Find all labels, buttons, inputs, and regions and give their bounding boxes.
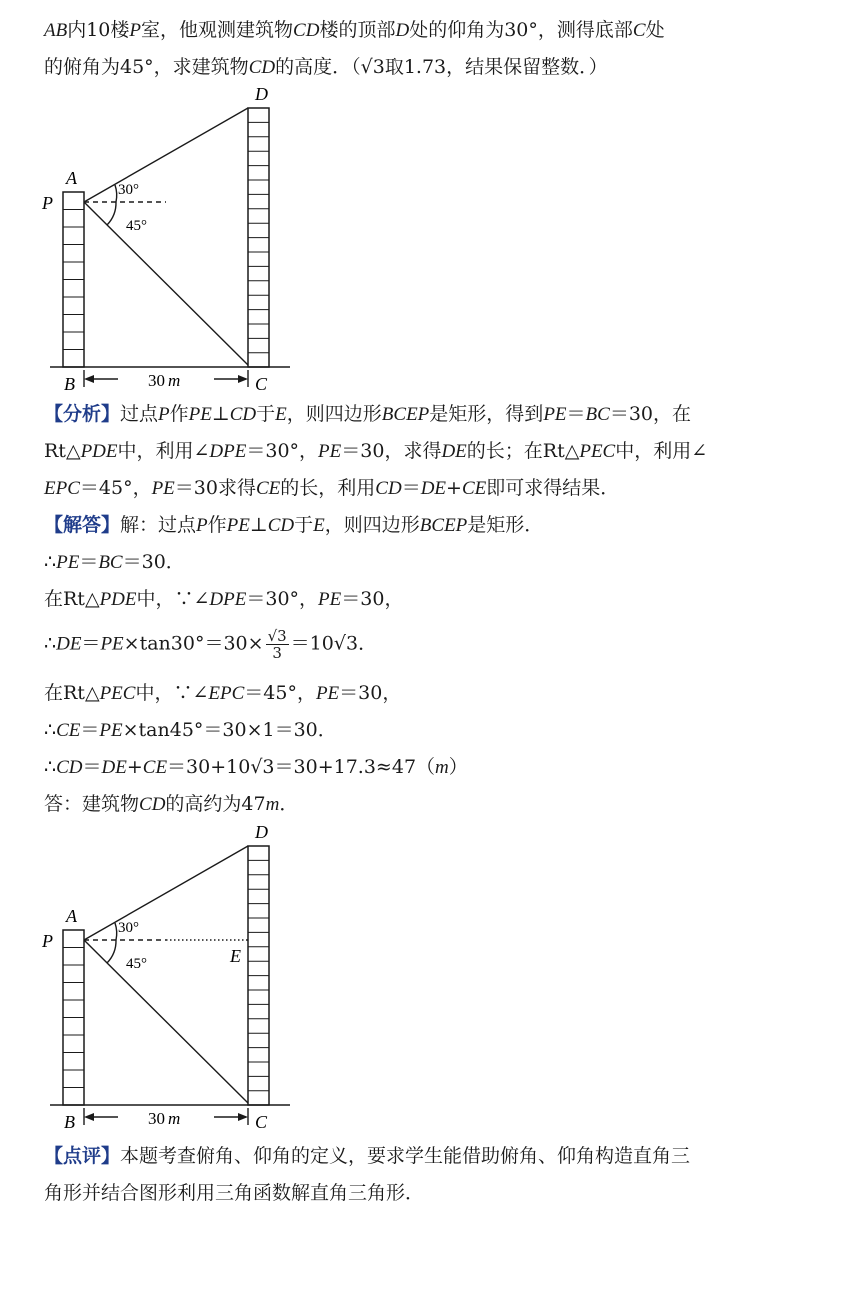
label-e: E — [230, 946, 241, 966]
math-var: P — [158, 404, 170, 425]
text: ＝30求得 — [174, 477, 256, 499]
math-var: BC — [98, 552, 123, 573]
fraction — [266, 628, 289, 661]
sightline-to-c — [84, 940, 248, 1103]
text: 楼的顶部 — [319, 19, 396, 41]
text: ＝ — [82, 756, 102, 778]
analysis-tag: 【分析】 — [44, 403, 121, 425]
math-var: PE — [543, 404, 567, 425]
math-var: CE — [56, 720, 81, 741]
text: 解：过点 — [120, 514, 197, 536]
text: Rt△ — [44, 440, 81, 462]
text: ＝ — [81, 632, 101, 655]
sqrt-3: √3 — [360, 56, 385, 78]
math-var: CD — [229, 404, 257, 425]
label-a: A — [66, 906, 77, 926]
math-var: PE — [151, 478, 175, 499]
text: ＝30°， — [246, 440, 319, 462]
math-var: CD — [248, 57, 276, 78]
math-var: AB — [44, 20, 68, 41]
text: ＝ — [80, 719, 100, 741]
arrow-left-icon — [84, 1113, 94, 1121]
text: ∴ — [44, 632, 57, 655]
angle-arc-down — [107, 202, 116, 225]
text: 的高约为47 — [165, 793, 266, 815]
solution-line-4 — [44, 628, 377, 661]
distance-unit: m — [168, 1109, 181, 1128]
math-var: CE — [142, 757, 168, 778]
text: ，则四边形 — [324, 514, 420, 536]
text: 是矩形，得到 — [429, 403, 544, 425]
sqrt-3: √3 — [250, 756, 275, 778]
math-var: CD — [56, 757, 83, 778]
label-b: B — [64, 1112, 75, 1132]
comment-line-1 — [44, 1142, 690, 1170]
arrow-right-icon — [238, 375, 248, 383]
distance-label — [148, 1109, 180, 1128]
text: 作 — [207, 514, 227, 536]
text: 室，他观测建筑物 — [141, 19, 294, 41]
math-var: DE — [420, 478, 447, 499]
solution-line-5 — [44, 679, 401, 708]
text: 答：建筑物 — [44, 793, 140, 815]
text: 内10楼 — [67, 19, 130, 41]
text: + — [446, 477, 462, 499]
text: + — [126, 756, 143, 778]
text: ⊥ — [249, 514, 268, 536]
figure-1 — [0, 82, 852, 392]
distance-unit: m — [168, 371, 181, 390]
distance-value: 30 — [148, 371, 165, 390]
text: ＝30+10 — [167, 756, 251, 778]
comment-tag: 【点评】 — [44, 1145, 121, 1167]
math-var: PE — [100, 633, 124, 655]
math-var: PE — [318, 589, 342, 610]
math-var: BCEP — [381, 404, 430, 425]
problem-line-2 — [44, 53, 608, 82]
text: ＝30，求得 — [341, 440, 442, 462]
analysis-line-3 — [44, 474, 619, 503]
angle-arc-up — [115, 923, 117, 940]
math-var: m — [435, 757, 449, 778]
text: 于 — [256, 403, 276, 425]
label-p: P — [42, 931, 53, 951]
text: 处 — [645, 19, 665, 41]
angle-arc-down — [107, 940, 116, 963]
math-var: E — [313, 515, 325, 536]
floor-lines — [63, 860, 269, 1090]
analysis-line-2 — [44, 437, 707, 466]
text: ＝10 — [290, 632, 334, 655]
math-var: PDE — [99, 589, 137, 610]
math-var: DE — [101, 757, 127, 778]
math-var: DPE — [209, 441, 247, 462]
label-a: A — [66, 168, 77, 188]
solution-line-6 — [44, 716, 337, 745]
text: ＝30． — [122, 551, 185, 573]
figure-2 — [0, 820, 852, 1140]
comment-text: 本题考查俯角、仰角的定义，要求学生能借助俯角、仰角构造直角三 — [120, 1145, 691, 1167]
text: ＝45°， — [79, 477, 152, 499]
text: ． — [279, 793, 299, 815]
text: ×tan30°＝30× — [123, 632, 264, 655]
math-var: PE — [226, 515, 250, 536]
text: 取1.73，结果保留整数．） — [384, 56, 608, 78]
floor-lines — [63, 122, 269, 352]
text: ） — [448, 756, 468, 778]
math-var: PE — [99, 720, 123, 741]
math-var: PDE — [80, 441, 118, 462]
text: 中，利用∠ — [615, 440, 708, 462]
math-var: BC — [585, 404, 610, 425]
math-var: EPC — [44, 478, 80, 499]
sightline-to-d — [84, 846, 248, 940]
arrow-right-icon — [238, 1113, 248, 1121]
text: ×tan45°＝30×1＝30． — [122, 719, 337, 741]
math-var: CD — [293, 20, 320, 41]
angle-label-45: 45° — [126, 218, 147, 234]
text: 中，∵∠ — [136, 588, 210, 610]
sqrt-3: √3 — [333, 632, 359, 655]
math-var: CE — [255, 478, 281, 499]
text: ＝30+17.3≈47（ — [274, 756, 436, 778]
angle-arc-up — [115, 185, 117, 202]
math-var: PEC — [99, 683, 136, 704]
text: ＝30， — [341, 588, 404, 610]
math-var: PE — [56, 552, 80, 573]
text: 的长，利用 — [280, 477, 376, 499]
analysis-line-1 — [44, 400, 691, 429]
text: 作 — [169, 403, 189, 425]
label-d: D — [255, 84, 268, 104]
solution-line-7 — [44, 753, 468, 782]
math-var: PE — [188, 404, 212, 425]
text: ∴ — [44, 719, 57, 741]
text: ＝ — [566, 403, 586, 425]
text: ＝ — [79, 551, 99, 573]
problem-line-1 — [44, 16, 665, 45]
text: ，则四边形 — [286, 403, 382, 425]
fraction-denominator: 3 — [272, 644, 282, 662]
text: ． — [358, 632, 378, 655]
math-var: BCEP — [419, 515, 468, 536]
text: 的高度．（ — [275, 56, 361, 78]
angle-label-30: 30° — [118, 920, 139, 936]
math-var: m — [265, 794, 280, 815]
angle-label-45: 45° — [126, 956, 147, 972]
label-c: C — [255, 374, 268, 392]
math-var: EPC — [208, 683, 245, 704]
text: 的长；在Rt△ — [466, 440, 580, 462]
solution-line-1 — [44, 511, 543, 540]
text: ＝30， — [339, 682, 402, 704]
math-var: P — [129, 20, 142, 41]
text: 处的仰角为30°，测得底部 — [409, 19, 633, 41]
text: ＝45°， — [244, 682, 316, 704]
label-p: P — [42, 193, 53, 213]
solution-tag: 【解答】 — [44, 514, 121, 536]
math-var: CD — [375, 478, 402, 499]
text: 中，∵∠ — [135, 682, 209, 704]
math-var: CD — [267, 515, 295, 536]
math-var: DE — [56, 633, 82, 655]
math-var: PE — [318, 441, 342, 462]
sightline-to-c — [84, 202, 248, 365]
distance-value: 30 — [148, 1109, 165, 1128]
text: 于 — [294, 514, 314, 536]
solution-line-2 — [44, 548, 185, 577]
text: 是矩形． — [467, 514, 544, 536]
math-var: PEC — [579, 441, 616, 462]
text: 即可求得结果． — [486, 477, 620, 499]
angle-label-30: 30° — [118, 182, 139, 198]
math-var: DPE — [209, 589, 247, 610]
distance-label — [148, 371, 180, 390]
fraction-numerator: √3 — [267, 627, 287, 645]
sightline-to-d — [84, 108, 248, 202]
text: ∴ — [44, 551, 57, 573]
text: 的俯角为45°，求建筑物 — [44, 56, 249, 78]
solution-answer — [44, 790, 298, 819]
math-var: D — [395, 20, 410, 41]
text: ＝30°， — [246, 588, 319, 610]
math-var: PE — [315, 683, 340, 704]
text: ⊥ — [211, 403, 230, 425]
label-b: B — [64, 374, 75, 392]
comment-text: 角形并结合图形利用三角函数解直角三角形． — [44, 1182, 425, 1204]
math-var: E — [275, 404, 287, 425]
math-var: DE — [441, 441, 467, 462]
label-c: C — [255, 1112, 268, 1132]
text: 中，利用∠ — [117, 440, 210, 462]
label-d: D — [255, 822, 268, 842]
text: ＝30，在 — [609, 403, 692, 425]
math-var: P — [196, 515, 208, 536]
solution-line-3 — [44, 585, 403, 614]
text: ＝ — [401, 477, 421, 499]
text: 在Rt△ — [44, 682, 100, 704]
math-var: CD — [139, 794, 166, 815]
text: 在Rt△ — [44, 588, 100, 610]
arrow-left-icon — [84, 375, 94, 383]
text: ∴ — [44, 756, 57, 778]
comment-line-2 — [44, 1179, 424, 1207]
math-var: C — [632, 20, 646, 41]
text: 过点 — [120, 403, 159, 425]
math-var: CE — [461, 478, 487, 499]
